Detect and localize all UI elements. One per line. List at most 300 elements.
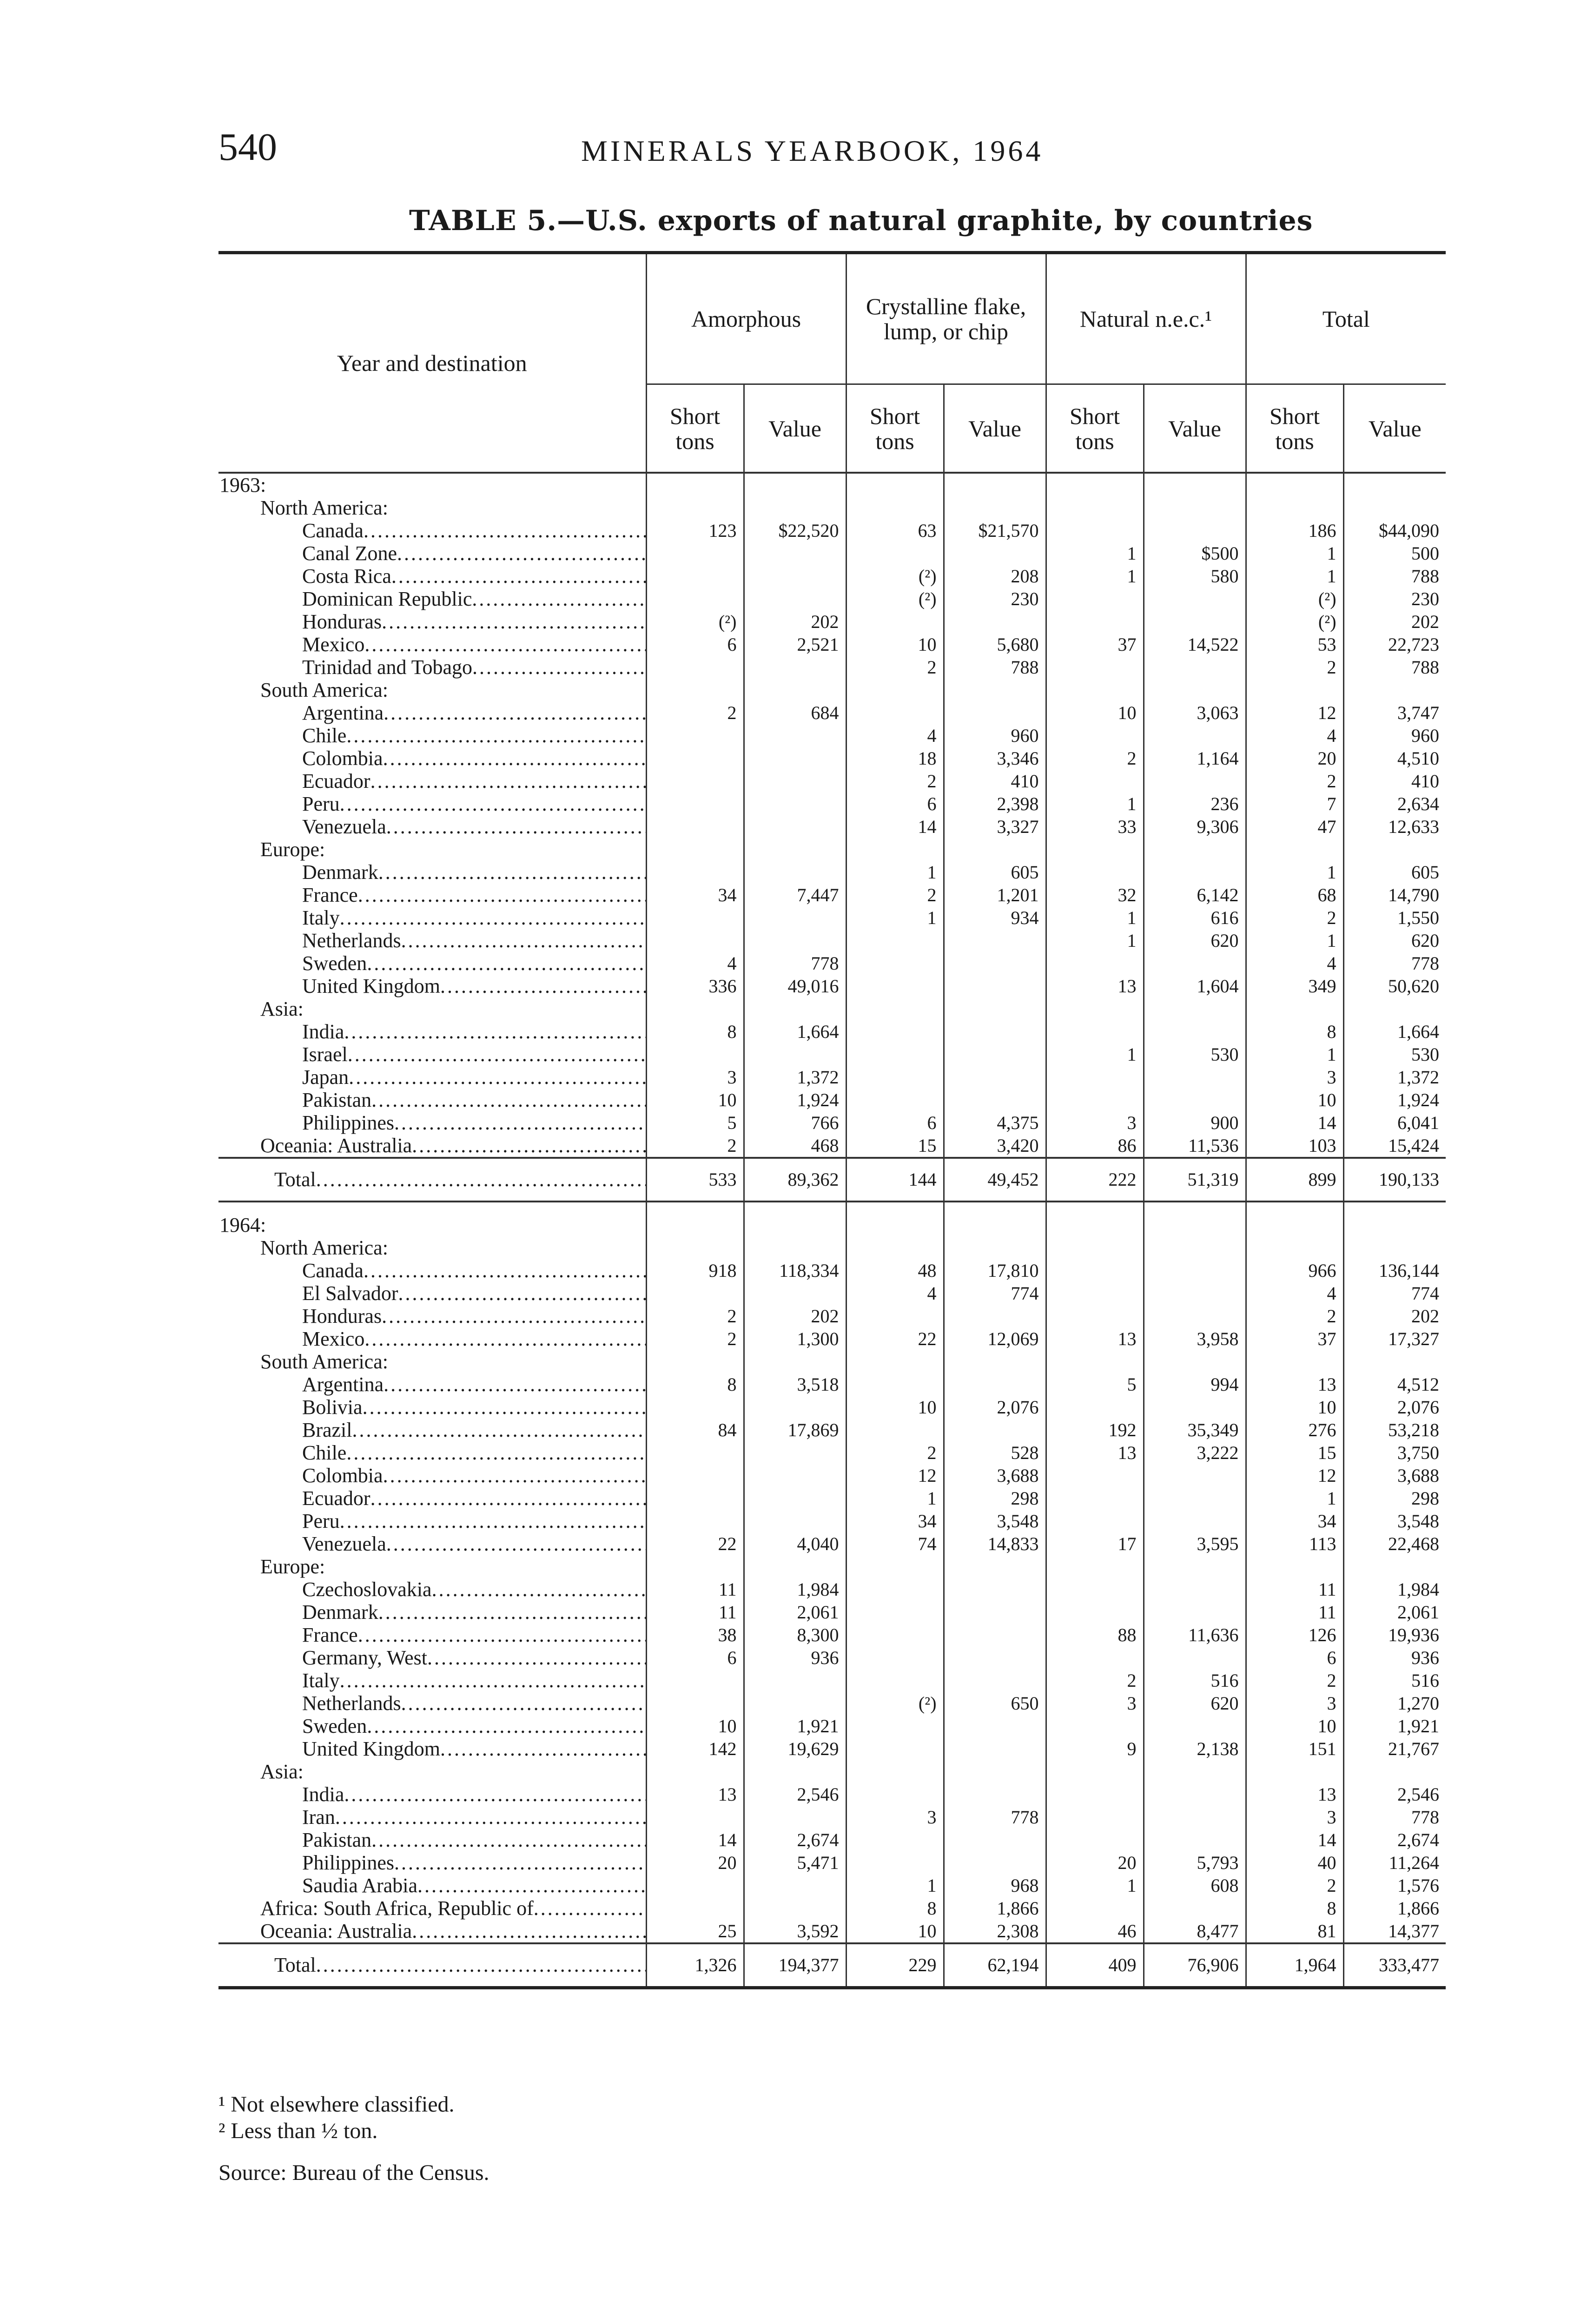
table-cell (846, 610, 944, 633)
country-label (218, 1419, 646, 1441)
footnote: ² Less than ½ ton. (218, 2118, 378, 2143)
empty-cell (944, 1760, 1046, 1783)
table-cell: 349 (1246, 975, 1343, 997)
table-cell (646, 1510, 744, 1532)
table-cell (1046, 519, 1144, 542)
empty-cell (1144, 473, 1246, 496)
table-cell: 4,375 (944, 1111, 1046, 1134)
table-cell: 2 (1246, 1669, 1343, 1692)
table-cell (646, 1669, 744, 1692)
empty-cell (1046, 1236, 1144, 1259)
table-cell: 17,869 (744, 1419, 846, 1441)
table-row (218, 1111, 1446, 1134)
table-cell: 208 (944, 565, 1046, 588)
empty-cell (1144, 1214, 1246, 1236)
table-row (218, 610, 1446, 633)
table-cell (744, 792, 846, 815)
table-cell: 142 (646, 1737, 744, 1760)
table-cell: 936 (744, 1646, 846, 1669)
country-name: Czechoslovakia ..... (302, 1578, 646, 1601)
table-cell: 994 (1144, 1373, 1246, 1396)
table-cell: 934 (944, 906, 1046, 929)
empty-cell (1246, 1214, 1343, 1236)
table-cell: 1,866 (944, 1897, 1046, 1920)
empty-cell (1046, 1555, 1144, 1578)
table-cell (1046, 1066, 1144, 1089)
empty-cell (1246, 997, 1343, 1020)
table-cell: 960 (944, 724, 1046, 747)
table-cell: 15,424 (1343, 1134, 1446, 1158)
table-cell (846, 1020, 944, 1043)
country-name: United Kingdom ..... (302, 975, 646, 997)
table-cell: 1 (846, 1874, 944, 1897)
table-cell: 1 (1046, 565, 1144, 588)
table-cell: 3,747 (1343, 701, 1446, 724)
empty-cell (646, 1236, 744, 1259)
empty-cell (1046, 1350, 1144, 1373)
table-cell: 17 (1046, 1532, 1144, 1555)
country-label (218, 588, 646, 610)
country-label (218, 565, 646, 588)
table-cell (1046, 1020, 1144, 1043)
table-cell: 230 (944, 588, 1046, 610)
table-cell (846, 1669, 944, 1692)
table-cell: 2 (646, 1327, 744, 1350)
country-name: United Kingdom ..... (302, 1737, 646, 1760)
table-cell: 33 (1046, 815, 1144, 838)
table-row (218, 1578, 1446, 1601)
table-row (218, 975, 1446, 997)
table-row (218, 1305, 1446, 1327)
empty-cell (1144, 496, 1246, 519)
table-cell (1144, 1282, 1246, 1305)
table-cell: 1,924 (1343, 1089, 1446, 1111)
empty-cell (1144, 838, 1246, 861)
empty-cell (1046, 1202, 1144, 1214)
country-label (218, 1043, 646, 1066)
empty-cell (1046, 997, 1144, 1020)
table-row (218, 519, 1446, 542)
table-cell: 1,924 (744, 1089, 846, 1111)
country-label (218, 1487, 646, 1510)
empty-cell (646, 1202, 744, 1214)
table-cell (944, 1737, 1046, 1760)
table-cell (944, 1851, 1046, 1874)
country-name: Israel ..... (302, 1043, 646, 1066)
table-cell: 6,041 (1343, 1111, 1446, 1134)
table-cell: 34 (846, 1510, 944, 1532)
table-cell (1046, 1806, 1144, 1829)
table-cell (1144, 1646, 1246, 1669)
empty-cell (646, 1350, 744, 1373)
table-cell: 6,142 (1144, 884, 1246, 906)
table-cell (646, 929, 744, 952)
table-cell: 14 (846, 815, 944, 838)
country-label (218, 1624, 646, 1646)
running-head: MINERALS YEARBOOK, 1964 (581, 134, 1044, 167)
empty-cell (646, 1555, 744, 1578)
stub-header: Year and destination (218, 253, 646, 473)
table-cell (1046, 610, 1144, 633)
table-cell: (²) (846, 565, 944, 588)
table-cell: 1 (1046, 792, 1144, 815)
table-cell (1144, 656, 1246, 679)
empty-cell (1343, 1202, 1446, 1214)
empty-cell (646, 473, 744, 496)
total-row (218, 1943, 1446, 1988)
table-cell: 11,536 (1144, 1134, 1246, 1158)
table-cell (944, 1373, 1046, 1396)
table-cell (744, 906, 846, 929)
country-label (218, 1601, 646, 1624)
table-cell: 3,063 (1144, 701, 1246, 724)
table-cell (744, 1441, 846, 1464)
table-cell (646, 747, 744, 770)
country-label (218, 975, 646, 997)
table-cell (944, 929, 1046, 952)
table-cell: 333,477 (1343, 1943, 1446, 1988)
table-cell: 8 (646, 1020, 744, 1043)
country-label (218, 770, 646, 792)
table-cell (1144, 1089, 1246, 1111)
region-row (218, 1236, 1446, 1259)
table-cell: 20 (646, 1851, 744, 1874)
country-name: Italy ..... (302, 906, 646, 929)
country-name: Netherlands ..... (302, 1692, 646, 1715)
empty-cell (1343, 1214, 1446, 1236)
table-cell (944, 1578, 1046, 1601)
table-row (218, 906, 1446, 929)
country-label (218, 1441, 646, 1464)
table-cell: 2 (646, 701, 744, 724)
country-name: Canada ..... (302, 519, 646, 542)
empty-cell (944, 473, 1046, 496)
table-cell: 113 (1246, 1532, 1343, 1555)
table-cell: 918 (646, 1259, 744, 1282)
region-row (218, 997, 1446, 1020)
table-cell (646, 1897, 744, 1920)
table-cell (1046, 656, 1144, 679)
table-cell (646, 588, 744, 610)
country-label (218, 792, 646, 815)
table-cell: 1,550 (1343, 906, 1446, 929)
table-cell: 778 (744, 952, 846, 975)
table-cell (646, 1282, 744, 1305)
table-cell (646, 724, 744, 747)
table-cell: 11,264 (1343, 1851, 1446, 1874)
table-cell: 4,510 (1343, 747, 1446, 770)
table-cell: 22,723 (1343, 633, 1446, 656)
country-label (218, 1373, 646, 1396)
table-cell (646, 1874, 744, 1897)
table-cell (646, 656, 744, 679)
table-cell: 13 (1046, 975, 1144, 997)
region-label: Asia: (260, 1760, 304, 1783)
table-cell: 1,984 (1343, 1578, 1446, 1601)
table-cell: 34 (1246, 1510, 1343, 1532)
table-cell (744, 1510, 846, 1532)
country-label (218, 519, 646, 542)
table-cell: 1,866 (1343, 1897, 1446, 1920)
table-cell: 202 (744, 1305, 846, 1327)
table-row (218, 792, 1446, 815)
empty-cell (744, 679, 846, 701)
table-cell: 5 (1046, 1373, 1144, 1396)
footnotes (218, 2092, 489, 2186)
table-cell (1046, 1578, 1144, 1601)
table-cell (846, 1601, 944, 1624)
table-cell (744, 565, 846, 588)
table-cell: 276 (1246, 1419, 1343, 1441)
graphite-exports-table-container (218, 251, 1446, 1989)
table-cell: 1 (1246, 929, 1343, 952)
country-name: Honduras ..... (302, 610, 646, 633)
country-label (218, 1327, 646, 1350)
header-short-tons: Short tons (846, 384, 944, 473)
country-name: Mexico ..... (302, 1327, 646, 1350)
total-label (218, 1943, 646, 1988)
empty-cell (944, 1236, 1046, 1259)
table-cell: 202 (744, 610, 846, 633)
country-name: Mexico ..... (302, 633, 646, 656)
empty-cell (944, 1214, 1046, 1236)
country-name: Chile ..... (302, 1441, 646, 1464)
table-row (218, 542, 1446, 565)
table-cell (646, 861, 744, 884)
table-cell: 1,964 (1246, 1943, 1343, 1988)
empty-cell (944, 679, 1046, 701)
empty-cell (744, 997, 846, 1020)
empty-cell (744, 1236, 846, 1259)
country-name: Iran ..... (302, 1806, 646, 1829)
table-cell: 4 (846, 1282, 944, 1305)
empty-cell (1246, 1760, 1343, 1783)
region-name: Oceania: Australia ..... (260, 1920, 646, 1942)
table-row (218, 1601, 1446, 1624)
table-cell: 6 (646, 1646, 744, 1669)
table-cell: 68 (1246, 884, 1343, 906)
table-cell: 774 (944, 1282, 1046, 1305)
table-cell: 229 (846, 1943, 944, 1988)
country-label (218, 884, 646, 906)
table-cell: 81 (1246, 1920, 1343, 1943)
table-cell (1046, 952, 1144, 975)
country-label (218, 929, 646, 952)
table-cell: 2,061 (1343, 1601, 1446, 1624)
table-cell: 22 (646, 1532, 744, 1555)
table-row (218, 1715, 1446, 1737)
table-cell: $500 (1144, 542, 1246, 565)
table-row (218, 1669, 1446, 1692)
country-name: Brazil ..... (302, 1419, 646, 1441)
table-cell (646, 1396, 744, 1419)
header-value: Value (944, 384, 1046, 473)
table-cell (1046, 1487, 1144, 1510)
table-cell: 14 (646, 1829, 744, 1851)
table-row (218, 633, 1446, 656)
header-value: Value (1144, 384, 1246, 473)
table-row (218, 1920, 1446, 1943)
empty-cell (1246, 1555, 1343, 1578)
table-cell: 1 (1246, 542, 1343, 565)
empty-cell (846, 473, 944, 496)
country-name: France ..... (302, 884, 646, 906)
table-cell: 605 (1343, 861, 1446, 884)
table-cell: 63 (846, 519, 944, 542)
table-cell (1144, 519, 1246, 542)
country-name: Bolivia ..... (302, 1396, 646, 1419)
table-cell: 774 (1343, 1282, 1446, 1305)
table-cell: 3 (1046, 1692, 1144, 1715)
table-cell: 2,546 (744, 1783, 846, 1806)
country-label (218, 1874, 646, 1897)
table-cell: 968 (944, 1874, 1046, 1897)
table-row (218, 588, 1446, 610)
table-cell: 3 (1246, 1692, 1343, 1715)
table-cell: 37 (1246, 1327, 1343, 1350)
country-name: Chile ..... (302, 724, 646, 747)
table-cell: 766 (744, 1111, 846, 1134)
empty-cell (1246, 1202, 1343, 1214)
table-cell: 202 (1343, 1305, 1446, 1327)
table-cell (1046, 770, 1144, 792)
country-name: Ecuador ..... (302, 770, 646, 792)
country-label (218, 1532, 646, 1555)
region-name: Africa: South Africa, Republic of ..... (260, 1897, 646, 1920)
table-cell (944, 1601, 1046, 1624)
table-cell (646, 770, 744, 792)
table-cell: 3,688 (1343, 1464, 1446, 1487)
table-cell: 1 (1246, 1487, 1343, 1510)
empty-cell (1246, 1350, 1343, 1373)
table-cell: 151 (1246, 1737, 1343, 1760)
table-cell (944, 610, 1046, 633)
country-label (218, 1020, 646, 1043)
table-cell (646, 1487, 744, 1510)
total-name: Total ..... (274, 1954, 646, 1976)
table-cell: 126 (1246, 1624, 1343, 1646)
table-cell: 6 (846, 1111, 944, 1134)
table-cell: 10 (846, 1396, 944, 1419)
table-cell: 516 (1343, 1669, 1446, 1692)
table-row (218, 1851, 1446, 1874)
country-label (218, 1737, 646, 1760)
table-cell: 1 (846, 906, 944, 929)
table-cell: 1 (1046, 542, 1144, 565)
table-cell: 8 (646, 1373, 744, 1396)
table-cell: 10 (1046, 701, 1144, 724)
table-cell: 3,222 (1144, 1441, 1246, 1464)
empty-cell (1343, 1236, 1446, 1259)
empty-cell (1144, 997, 1246, 1020)
table-cell: 84 (646, 1419, 744, 1441)
table-cell: (²) (1246, 610, 1343, 633)
country-label (218, 1715, 646, 1737)
empty-cell (846, 1202, 944, 1214)
empty-cell (1343, 679, 1446, 701)
table-cell: 1 (1046, 1874, 1144, 1897)
country-label (218, 747, 646, 770)
table-row (218, 929, 1446, 952)
empty-cell (744, 496, 846, 519)
region-row (218, 838, 1446, 861)
table-cell (1046, 1089, 1144, 1111)
table-cell (944, 1066, 1046, 1089)
country-label (218, 1578, 646, 1601)
table-cell (944, 701, 1046, 724)
table-cell: 3,592 (744, 1920, 846, 1943)
table-cell: 2,308 (944, 1920, 1046, 1943)
empty-cell (646, 1760, 744, 1783)
empty-cell (646, 679, 744, 701)
table-cell: 49,016 (744, 975, 846, 997)
table-cell (744, 929, 846, 952)
table-cell (646, 1043, 744, 1066)
table-cell (1144, 588, 1246, 610)
table-cell (1144, 1601, 1246, 1624)
table-cell (1144, 1829, 1246, 1851)
table-cell (744, 747, 846, 770)
table-cell (944, 1089, 1046, 1111)
table-cell: 605 (944, 861, 1046, 884)
table-cell: 194,377 (744, 1943, 846, 1988)
country-label (218, 952, 646, 975)
table-cell (744, 1669, 846, 1692)
empty-cell (1144, 1202, 1246, 1214)
table-cell (944, 1669, 1046, 1692)
table-cell: 1,664 (1343, 1020, 1446, 1043)
table-cell: 12 (1246, 1464, 1343, 1487)
table-cell: 13 (646, 1783, 744, 1806)
country-name: Saudia Arabia ..... (302, 1874, 646, 1897)
empty-cell (1343, 473, 1446, 496)
table-cell: 13 (1046, 1441, 1144, 1464)
table-cell (1144, 1897, 1246, 1920)
table-cell: 2 (1246, 1305, 1343, 1327)
country-name: Honduras ..... (302, 1305, 646, 1327)
table-cell: 13 (1046, 1327, 1144, 1350)
table-cell: 1,576 (1343, 1874, 1446, 1897)
table-cell (1144, 1066, 1246, 1089)
table-row (218, 747, 1446, 770)
country-name: Venezuela ..... (302, 815, 646, 838)
empty-cell (1343, 1555, 1446, 1578)
table-cell: 3,958 (1144, 1327, 1246, 1350)
table-cell (1144, 1783, 1246, 1806)
table-cell: 9,306 (1144, 815, 1246, 838)
graphite-exports-table (218, 251, 1446, 1989)
table-cell: 1 (846, 861, 944, 884)
table-row (218, 1089, 1446, 1111)
table-cell: $44,090 (1343, 519, 1446, 542)
empty-cell (744, 473, 846, 496)
country-name: Ecuador ..... (302, 1487, 646, 1510)
table-cell: 12 (1246, 701, 1343, 724)
region-label: North America: (260, 496, 388, 519)
table-cell (1046, 724, 1144, 747)
table-cell: 22,468 (1343, 1532, 1446, 1555)
table-cell: 2 (1046, 1669, 1144, 1692)
table-row (218, 884, 1446, 906)
table-cell: 7 (1246, 792, 1343, 815)
table-cell: 4 (1246, 952, 1343, 975)
region-row (218, 496, 1446, 519)
table-cell: 900 (1144, 1111, 1246, 1134)
table-cell: 9 (1046, 1737, 1144, 1760)
table-cell: 10 (1246, 1089, 1343, 1111)
table-cell: 48 (846, 1259, 944, 1282)
country-label (218, 861, 646, 884)
